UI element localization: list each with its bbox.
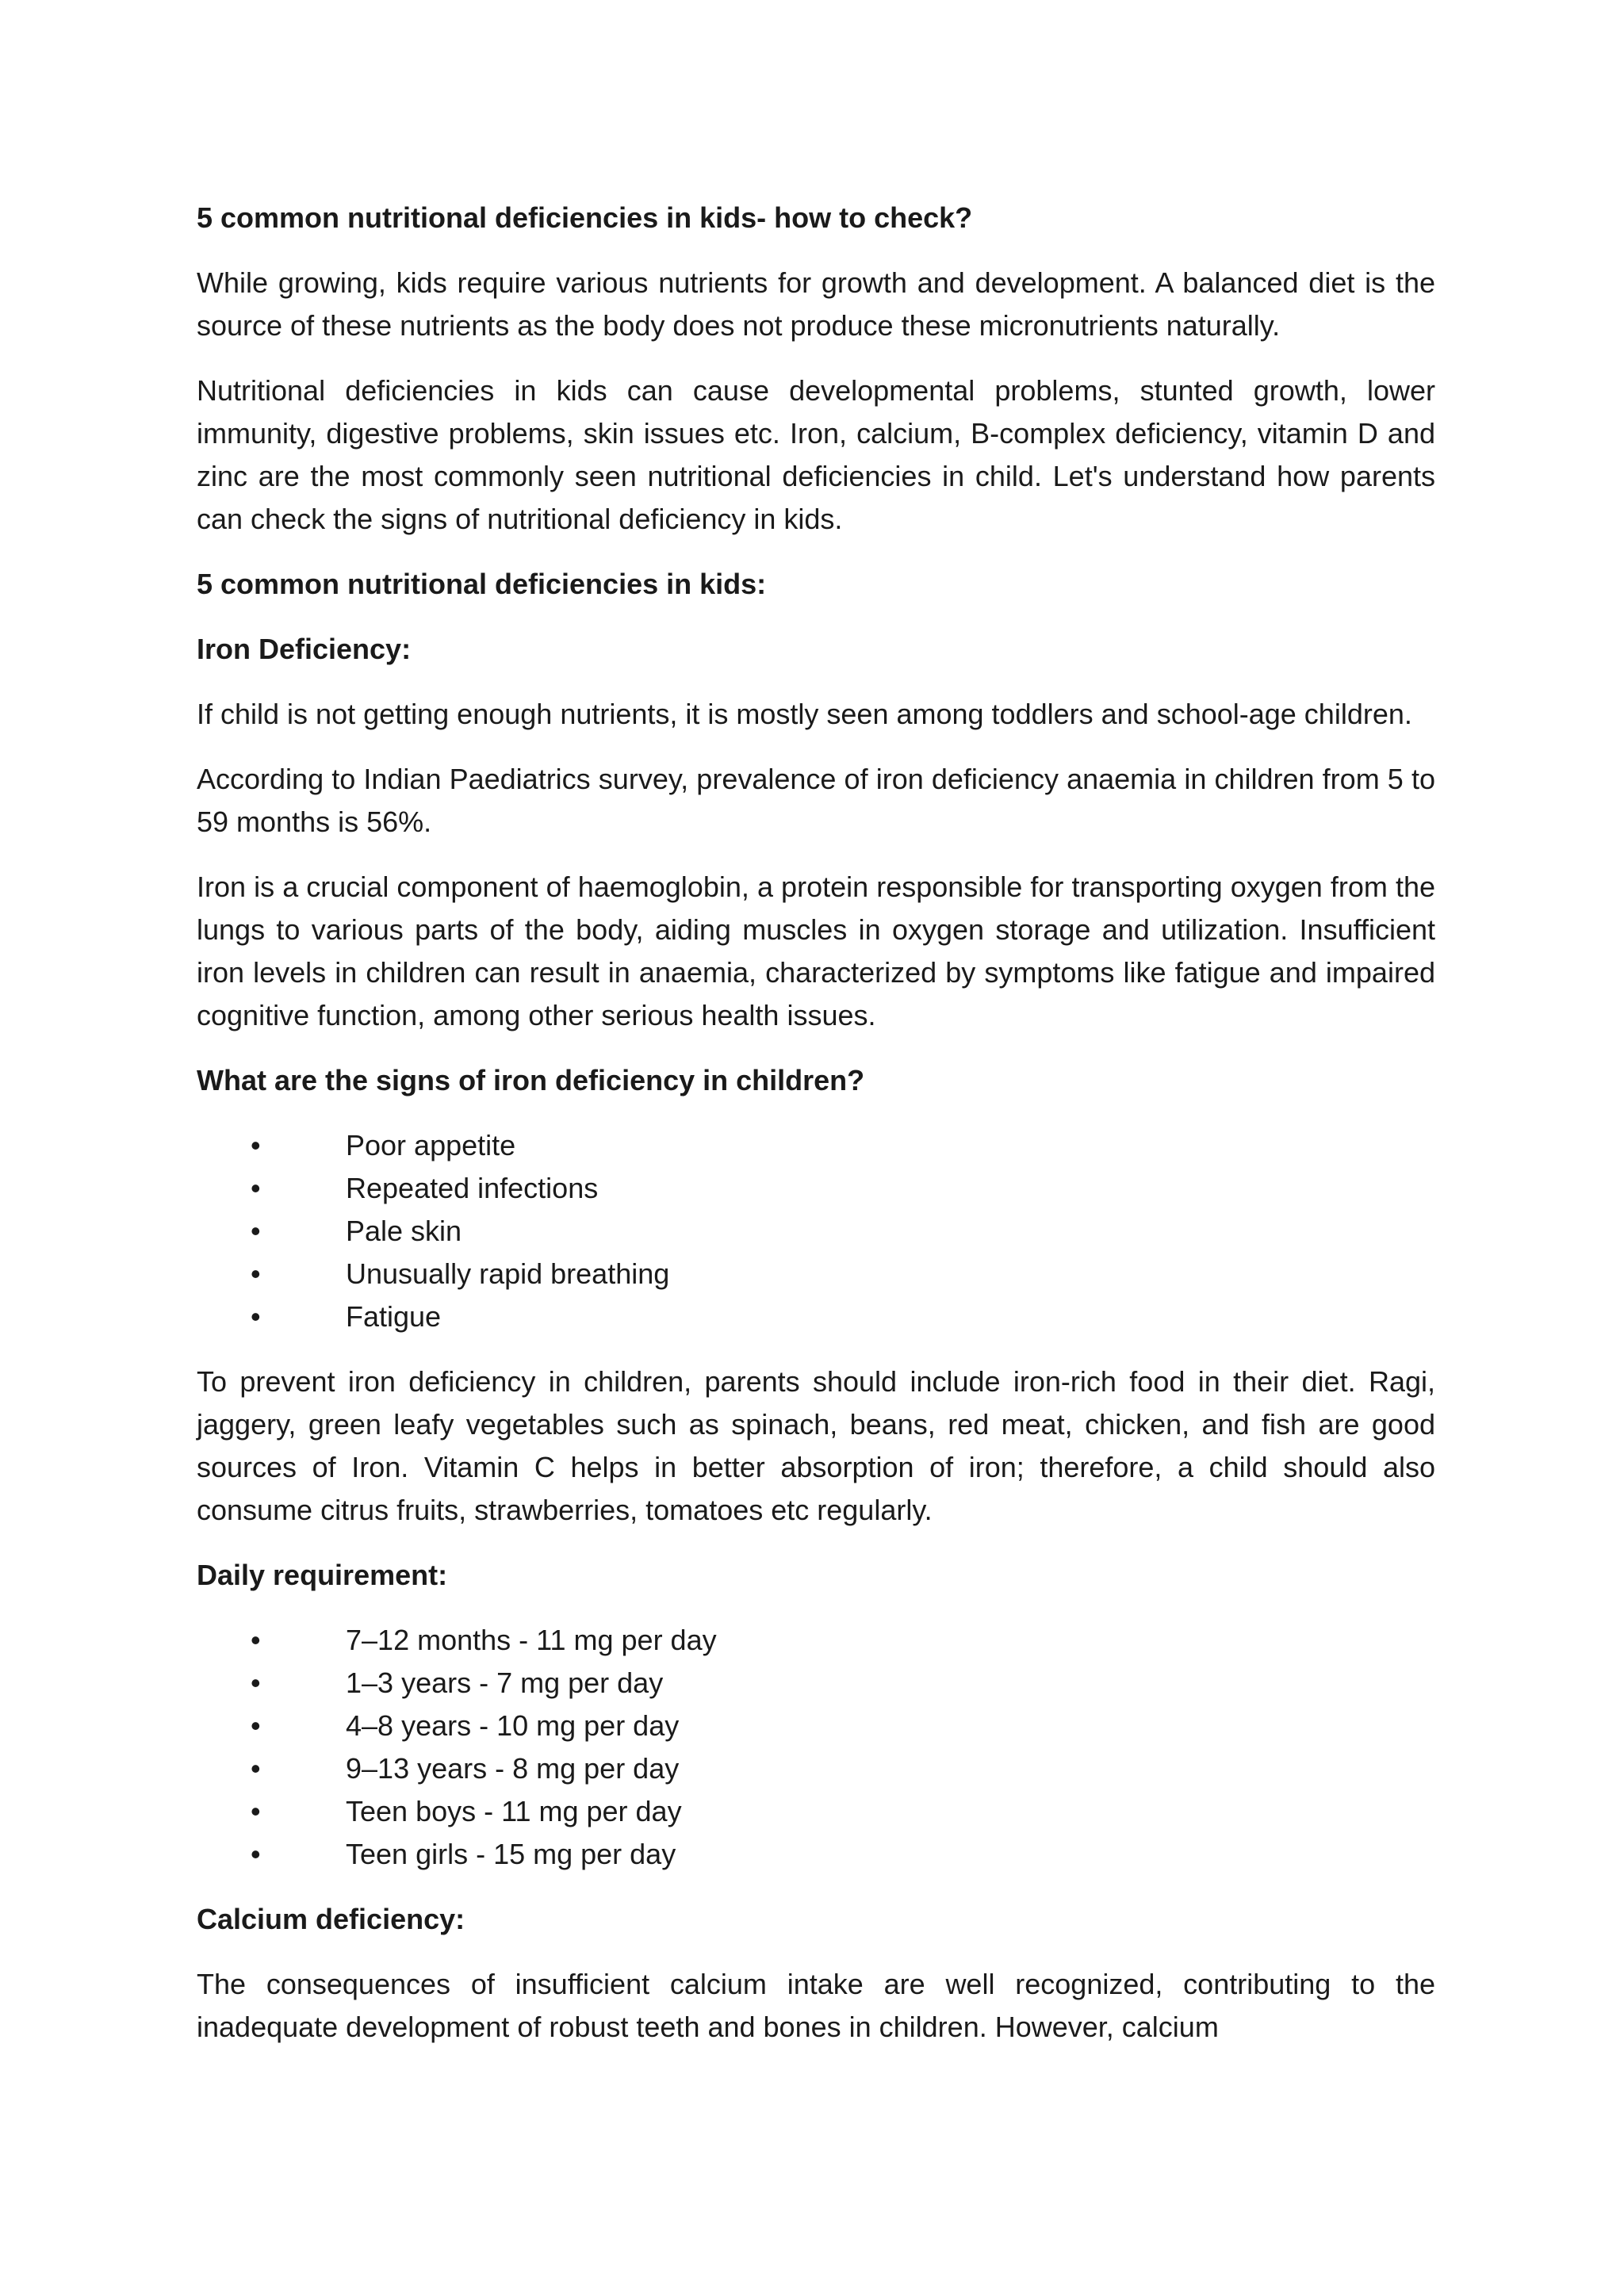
bullet-icon: • bbox=[251, 1172, 261, 1204]
bullet-icon: • bbox=[251, 1129, 261, 1161]
bullet-icon: • bbox=[251, 1624, 261, 1656]
document-page bbox=[197, 197, 1435, 2071]
bullet-icon: • bbox=[251, 1667, 261, 1699]
bullet-icon: • bbox=[251, 1300, 261, 1333]
list-item bbox=[197, 1705, 1435, 1747]
section-heading: 5 common nutritional deficiencies in kids: bbox=[197, 568, 767, 600]
list-item bbox=[197, 1619, 1435, 1662]
list-item bbox=[197, 1833, 1435, 1876]
iron-heading: Iron Deficiency: bbox=[197, 633, 412, 665]
list-item-text: Pale skin bbox=[346, 1215, 462, 1247]
list-item bbox=[197, 1790, 1435, 1833]
calcium-paragraph-1: The consequences of insufficient calcium intake are well recognized, contributing to the inadequate development of robust teeth and bones in children. However, calcium bbox=[197, 1968, 1435, 2043]
list-item bbox=[197, 1253, 1435, 1295]
iron-paragraph-3: Iron is a crucial component of haemoglobin, a protein responsible for transporting oxygen from the lungs to various parts of the body, aiding muscles in oxygen storage and utilization. Insufficient iron levels in children can result in anaemia, characterized by symptoms like fatigue and impaired cognitive function, among other serious health issues. bbox=[197, 871, 1435, 1031]
list-item-text: Fatigue bbox=[346, 1300, 442, 1333]
bullet-icon: • bbox=[251, 1838, 261, 1870]
list-item-text: Teen girls - 15 mg per day bbox=[346, 1838, 676, 1870]
list-item bbox=[197, 1747, 1435, 1790]
list-item-text: Repeated infections bbox=[346, 1172, 599, 1204]
list-item-text: 1–3 years - 7 mg per day bbox=[346, 1667, 664, 1699]
bullet-icon: • bbox=[251, 1752, 261, 1785]
list-item bbox=[197, 1124, 1435, 1167]
iron-signs-heading: What are the signs of iron deficiency in children? bbox=[197, 1064, 865, 1096]
intro-paragraph-2: Nutritional deficiencies in kids can cause developmental problems, stunted growth, lower immunity, digestive problems, skin issues etc. Iron, calcium, B-complex deficiency, vitamin D and zinc are the most commonly seen nutritional deficiencies in child. Let's understand how parents can check the signs of nutritional deficiency in kids. bbox=[197, 374, 1435, 535]
bullet-icon: • bbox=[251, 1257, 261, 1290]
daily-requirement-list bbox=[197, 1619, 1435, 1876]
document-title: 5 common nutritional deficiencies in kids- how to check? bbox=[197, 201, 973, 234]
intro-paragraph-1: While growing, kids require various nutrients for growth and development. A balanced diet is the source of these nutrients as the body does not produce these micronutrients naturally. bbox=[197, 266, 1435, 342]
list-item bbox=[197, 1167, 1435, 1210]
list-item-text: Poor appetite bbox=[346, 1129, 516, 1161]
calcium-heading: Calcium deficiency: bbox=[197, 1903, 465, 1935]
iron-paragraph-1: If child is not getting enough nutrients, it is mostly seen among toddlers and school-age children. bbox=[197, 698, 1412, 730]
list-item bbox=[197, 1295, 1435, 1338]
bullet-icon: • bbox=[251, 1215, 261, 1247]
bullet-icon: • bbox=[251, 1795, 261, 1827]
list-item-text: 7–12 months - 11 mg per day bbox=[346, 1624, 717, 1656]
bullet-icon: • bbox=[251, 1709, 261, 1742]
iron-paragraph-2: According to Indian Paediatrics survey, prevalence of iron deficiency anaemia in children from 5 to 59 months is 56%. bbox=[197, 763, 1435, 838]
list-item bbox=[197, 1662, 1435, 1705]
daily-requirement-heading: Daily requirement: bbox=[197, 1559, 448, 1591]
list-item-text: Teen boys - 11 mg per day bbox=[346, 1795, 682, 1827]
list-item bbox=[197, 1210, 1435, 1253]
list-item-text: 9–13 years - 8 mg per day bbox=[346, 1752, 680, 1785]
iron-prevention-paragraph: To prevent iron deficiency in children, parents should include iron-rich food in their diet. Ragi, jaggery, green leafy vegetables such as spinach, beans, red meat, chicken, and fish are good sources of Iron. Vitamin C helps in better absorption of iron; therefore, a child should also consume citrus fruits, strawberries, tomatoes etc regularly. bbox=[197, 1365, 1435, 1526]
list-item-text: Unusually rapid breathing bbox=[346, 1257, 670, 1290]
list-item-text: 4–8 years - 10 mg per day bbox=[346, 1709, 680, 1742]
iron-signs-list bbox=[197, 1124, 1435, 1338]
